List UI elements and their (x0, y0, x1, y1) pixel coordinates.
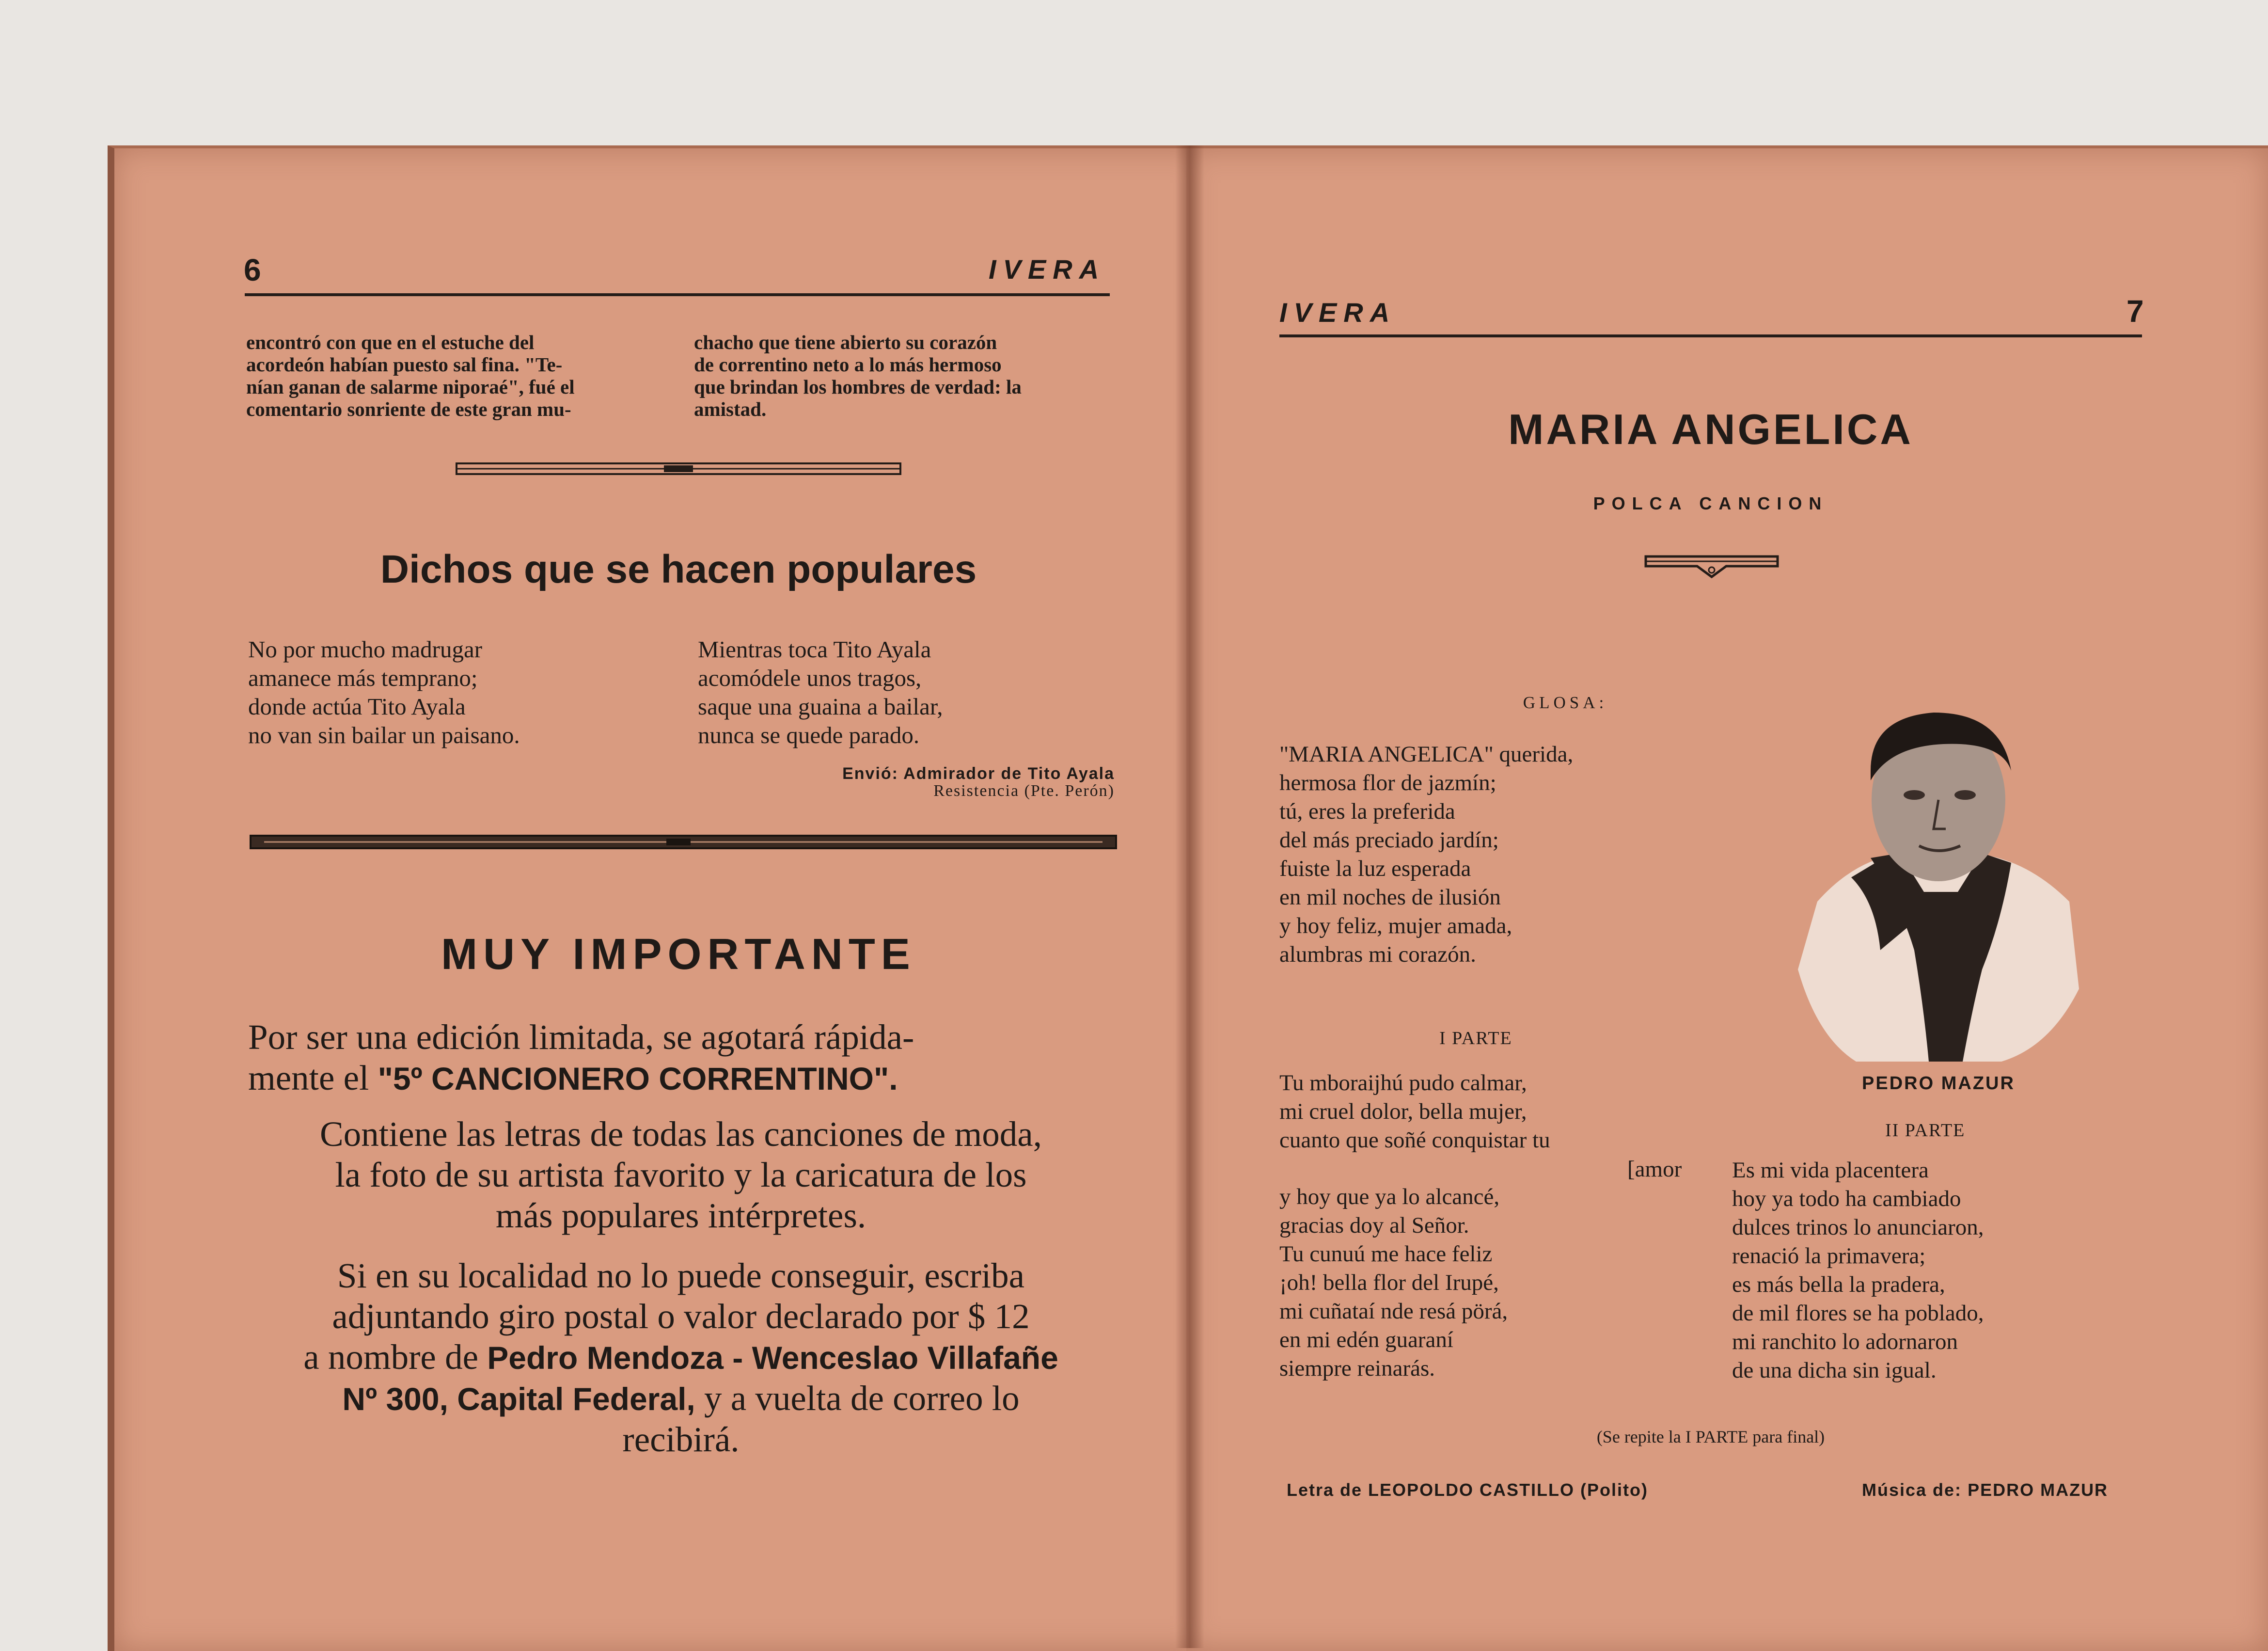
notice-paragraph-2 (245, 1114, 1117, 1236)
dicho-line: saque una guaina a bailar, (698, 693, 943, 720)
parte1-verse-a: Tu mboraijhú pudo calmar, mi cruel dolor, bella mujer, cuanto que soñé conquistar tu (1279, 1070, 1550, 1153)
parte1-verse-b: y hoy que ya lo alcancé, gracias doy al Señor. Tu cunuú me hace feliz ¡oh! bella flor del Irupé, mi cuñataí nde resá pörá, en mi edén guaraní siempre reinarás. (1279, 1184, 1508, 1381)
photo-caption: PEDRO MAZUR (1862, 1073, 2015, 1094)
notice-paragraph-3 (245, 1255, 1117, 1460)
notice-line: Nº 300, Capital Federal, y a vuelta de correo lo (342, 1379, 1020, 1418)
intro-line: chacho que tiene abierto su corazón (694, 331, 997, 353)
dicho-line: acomódele unos tragos, (698, 665, 922, 691)
intro-line: comentario sonriente de este gran mu- (246, 398, 571, 420)
intro-line: amistad. (694, 398, 767, 420)
parte2-verse: Es mi vida placentera hoy ya todo ha cambiado dulces trinos lo anunciaron, renació la primavera; es más bella la pradera, de mil flores se ha poblado, mi ranchito lo adornaron de una dicha sin igual. (1732, 1158, 1984, 1383)
intro-line: de correntino neto a lo más hermoso (694, 353, 1002, 376)
intro-column-2 (694, 331, 1116, 420)
dichos-column-2 (698, 635, 1110, 749)
parte1-amor: [amor (1627, 1157, 1682, 1182)
notice-line: la foto de su artista favorito y la caricatura de los (335, 1155, 1027, 1194)
right-running-title: IVERA (1279, 297, 1397, 328)
cancionero-name: "5º CANCIONERO CORRENTINO". (378, 1061, 898, 1096)
dicho-line: amanece más temprano; (248, 665, 478, 691)
notice-line: recibirá. (622, 1420, 740, 1459)
intro-line: que brindan los hombres de verdad: la (694, 376, 1022, 398)
recipient-address: Nº 300, Capital Federal, (342, 1381, 695, 1417)
notice-line: a nombre de Pedro Mendoza - Wenceslao Villafañe (303, 1337, 1058, 1377)
intro-column-1 (246, 331, 668, 420)
notice-line: adjuntando giro postal o valor declarado por $ 12 (332, 1297, 1030, 1336)
notice-paragraph-1 (248, 1017, 1120, 1099)
notice-line: Si en su localidad no lo puede conseguir, escriba (337, 1256, 1025, 1295)
dicho-line: donde actúa Tito Ayala (248, 693, 466, 720)
intro-line: encontró con que en el estuche del (246, 331, 535, 353)
ornament-divider-bar (250, 834, 1117, 851)
left-running-title: IVERA (989, 254, 1106, 285)
envio-line: Resistencia (Pte. Perón) (933, 782, 1115, 800)
notice-line: Contiene las letras de todas las canciones de moda, (320, 1114, 1042, 1154)
dicho-line: No por mucho madrugar (248, 636, 483, 663)
glosa-label: GLOSA: (1523, 693, 1608, 712)
left-page-number: 6 (244, 253, 261, 287)
notice-line: mente el "5º CANCIONERO CORRENTINO". (248, 1058, 898, 1097)
song-subtitle: POLCA CANCION (1593, 493, 1828, 513)
portrait-photo (1798, 698, 2079, 1062)
envio-credit (766, 765, 1115, 800)
right-header-rule (1279, 334, 2142, 337)
muy-importante-title: MUY IMPORTANTE (441, 930, 916, 979)
glosa-verse: "MARIA ANGELICA" querida, hermosa flor de jazmín; tú, eres la preferida del más preciado jardín; fuiste la luz esperada en mil noches de ilusión y hoy feliz, mujer amada, alumbras mi corazón. (1279, 742, 1574, 967)
left-header-rule (245, 293, 1110, 296)
notice-line: Por ser una edición limitada, se agotará rápida- (248, 1017, 914, 1057)
intro-line: nían ganan de salarme niporaé", fué el (246, 376, 575, 398)
right-page-number: 7 (2126, 294, 2144, 329)
recipient-name: Pedro Mendoza - Wenceslao Villafañe (487, 1340, 1058, 1376)
song-title: MARIA ANGELICA (1508, 405, 1913, 453)
notice-line: más populares intérpretes. (495, 1196, 866, 1235)
intro-line: acordeón habían puesto sal fina. "Te- (246, 353, 563, 376)
parte1-label: I PARTE (1439, 1028, 1512, 1048)
dicho-line: no van sin bailar un paisano. (248, 722, 520, 748)
dichos-title: Dichos que se hacen populares (380, 547, 977, 591)
envio-line: Envió: Admirador de Tito Ayala (842, 764, 1115, 783)
dicho-line: nunca se quede parado. (698, 722, 920, 748)
ornament-divider-song (1644, 553, 1780, 582)
letra-credit: Letra de LEOPOLDO CASTILLO (Polito) (1287, 1480, 1649, 1500)
dichos-column-1 (248, 635, 675, 749)
musica-credit: Música de: PEDRO MAZUR (1862, 1480, 2109, 1500)
dicho-line: Mientras toca Tito Ayala (698, 636, 931, 663)
parte2-label: II PARTE (1885, 1120, 1966, 1141)
repeat-note: (Se repite la I PARTE para final) (1596, 1427, 1825, 1446)
ornament-divider-top (456, 460, 901, 479)
book-gutter (1175, 145, 1204, 1648)
